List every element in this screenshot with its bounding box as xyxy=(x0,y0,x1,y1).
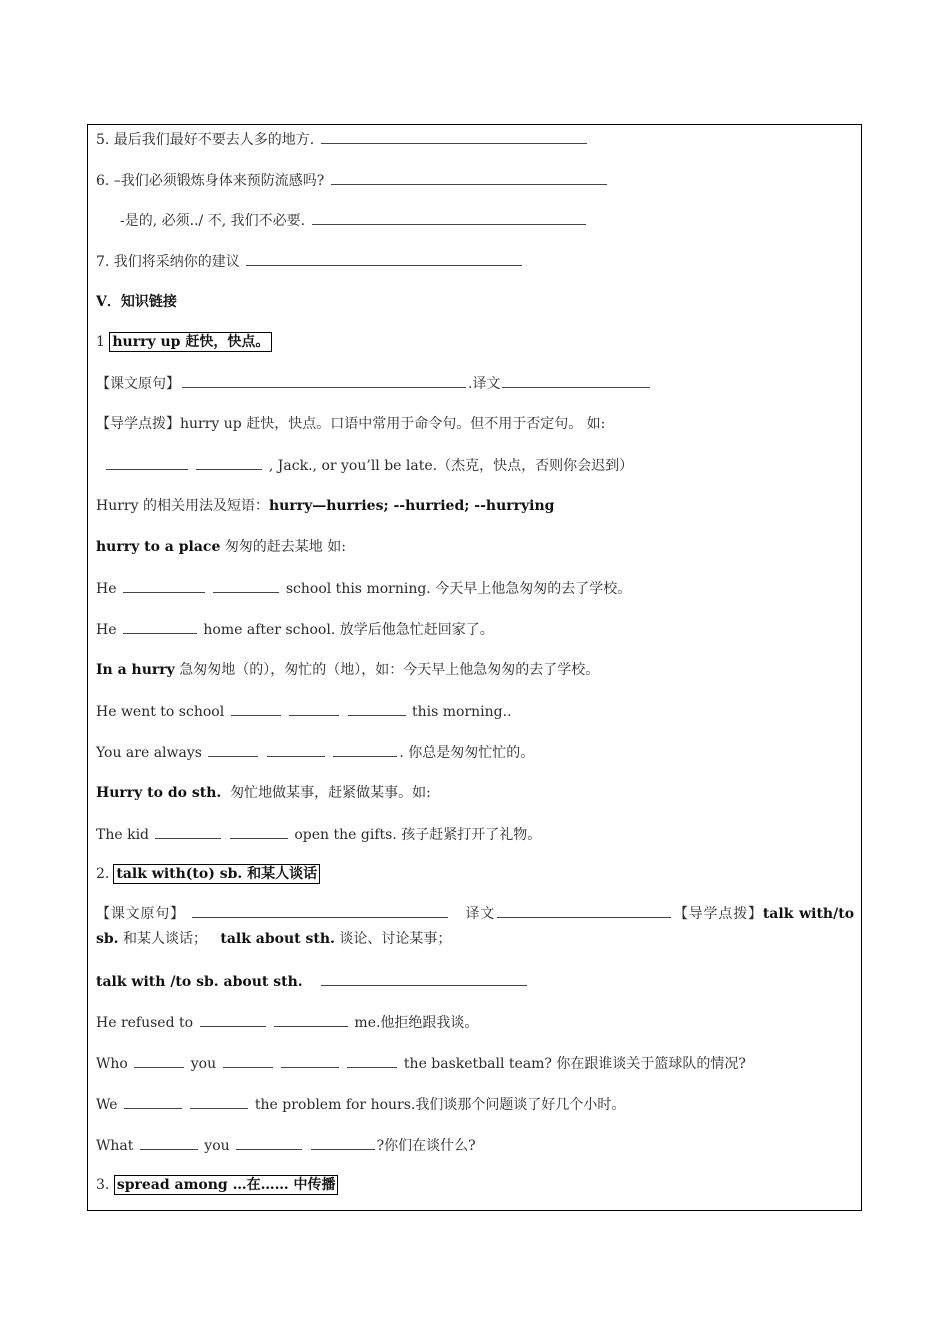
answer-blank[interactable] xyxy=(331,170,607,185)
phrase: talk with/to sb. xyxy=(96,906,855,947)
in-a-hurry xyxy=(96,660,599,680)
example-text: the basketball team? 你在跟谁谈关于篮球队的情况? xyxy=(403,1056,746,1072)
question-6 xyxy=(96,170,609,191)
question-6-reply xyxy=(120,210,588,231)
answer-blank[interactable] xyxy=(231,701,281,716)
question-6-text: 6. –我们必须锻炼身体来预防流感吗? xyxy=(96,173,325,189)
example-text: He xyxy=(96,622,117,638)
answer-blank[interactable] xyxy=(124,1094,182,1109)
example-text: open the gifts. 孩子赶紧打开了礼物。 xyxy=(294,827,542,843)
example-text: me.他拒绝跟我谈。 xyxy=(354,1015,479,1031)
example-text: You are always xyxy=(96,745,202,761)
example-1 xyxy=(104,455,633,476)
item-2-title: talk with(to) sb. 和某人谈话 xyxy=(113,864,320,884)
example-text: home after school. 放学后他急忙赶回家了。 xyxy=(203,622,494,638)
answer-blank[interactable] xyxy=(208,742,258,757)
forms-text: hurry—hurries; --hurried; --hurrying xyxy=(268,498,555,514)
example-text: you xyxy=(190,1056,217,1072)
translation-label: .译文 xyxy=(468,376,501,392)
example-7 xyxy=(96,1012,478,1033)
answer-blank[interactable] xyxy=(502,373,650,388)
answer-blank[interactable] xyxy=(321,971,527,986)
phrase: Hurry to do sth. xyxy=(96,785,222,801)
example-4 xyxy=(96,701,512,722)
example-text: ?你们在谈什么? xyxy=(376,1138,476,1154)
answer-blank[interactable] xyxy=(106,455,188,470)
item-3-heading xyxy=(96,1175,338,1195)
answer-blank[interactable] xyxy=(134,1053,184,1068)
item-1-title: hurry up 赶快，快点。 xyxy=(109,332,272,352)
question-5 xyxy=(96,129,589,150)
example-5 xyxy=(96,742,534,763)
answer-blank[interactable] xyxy=(347,1053,397,1068)
hurry-to-do xyxy=(96,783,431,803)
example-text: What xyxy=(96,1138,134,1154)
example-text: this morning.. xyxy=(412,704,512,720)
answer-blank[interactable] xyxy=(155,824,221,839)
answer-blank[interactable] xyxy=(213,578,279,593)
phrase-meaning: 和某人谈话； xyxy=(123,931,207,947)
phrase: In a hurry xyxy=(96,662,175,678)
example-10 xyxy=(96,1135,476,1156)
example-9 xyxy=(96,1094,625,1115)
item-number: 2. xyxy=(96,866,110,882)
answer-blank[interactable] xyxy=(230,824,288,839)
answer-blank[interactable] xyxy=(236,1135,302,1150)
item-3-title: spread among …在…… 中传播 xyxy=(114,1175,339,1195)
answer-blank[interactable] xyxy=(140,1135,198,1150)
example-text: He went to school xyxy=(96,704,225,720)
example-text: He refused to xyxy=(96,1015,194,1031)
hurry-forms xyxy=(96,496,554,516)
phrase-meaning: 谈论、讨论某事； xyxy=(339,931,452,947)
guide-label: 【导学点拨】 xyxy=(673,906,763,922)
answer-blank[interactable] xyxy=(274,1012,348,1027)
phrase: talk about sth. xyxy=(220,931,335,947)
answer-blank[interactable] xyxy=(267,742,325,757)
item-1-heading xyxy=(96,332,272,352)
example-text: Who xyxy=(96,1056,128,1072)
example-text: We xyxy=(96,1097,118,1113)
answer-blank[interactable] xyxy=(223,1053,273,1068)
phrase-meaning: 匆忙地做某事，赶紧做某事。如: xyxy=(230,785,431,801)
example-text: , Jack., or you’ll be late.（杰克，快点，否则你会迟到） xyxy=(268,458,634,474)
phrase-meaning: 匆匆的赶去某地 如: xyxy=(224,539,346,555)
forms-label: Hurry 的相关用法及短语： xyxy=(96,498,269,514)
answer-blank[interactable] xyxy=(192,903,448,918)
answer-blank[interactable] xyxy=(497,903,671,918)
example-8 xyxy=(96,1053,746,1074)
section-heading: V．知识链接 xyxy=(96,294,177,310)
example-text: . 你总是匆匆忙忙的。 xyxy=(399,745,535,761)
item-1-original-sentence xyxy=(96,373,652,394)
phrase-meaning: 急匆匆地（的），匆忙的（地），如：今天早上他急匆匆的去了学校。 xyxy=(179,662,600,678)
example-2 xyxy=(96,578,631,599)
item-2-original-sentence xyxy=(96,902,854,952)
item-number: 1 xyxy=(96,334,105,350)
item-number: 3. xyxy=(96,1177,110,1193)
guide-label: 【导学点拨】 xyxy=(96,416,180,432)
answer-blank[interactable] xyxy=(200,1012,266,1027)
answer-blank[interactable] xyxy=(321,129,587,144)
translation-label: 译文 xyxy=(465,906,496,922)
example-text: school this morning. 今天早上他急匆匆的去了学校。 xyxy=(285,581,632,597)
answer-blank[interactable] xyxy=(289,701,339,716)
guide-text: hurry up 赶快，快点。口语中常用于命令句。但不用于否定句。 如: xyxy=(180,416,606,432)
answer-blank[interactable] xyxy=(348,701,406,716)
example-text: He xyxy=(96,581,117,597)
item-1-guide xyxy=(96,414,605,434)
question-6-reply-text: -是的, 必须../ 不, 我们不必要. xyxy=(120,213,306,229)
original-sentence-label: 【课文原句】 xyxy=(96,376,180,392)
answer-blank[interactable] xyxy=(190,1094,248,1109)
answer-blank[interactable] xyxy=(333,742,397,757)
answer-blank[interactable] xyxy=(311,1135,375,1150)
example-text: the problem for hours.我们谈那个问题谈了好几个小时。 xyxy=(254,1097,626,1113)
answer-blank[interactable] xyxy=(246,251,522,266)
example-6 xyxy=(96,824,541,845)
answer-blank[interactable] xyxy=(281,1053,339,1068)
example-3 xyxy=(96,619,494,640)
example-text: The kid xyxy=(96,827,150,843)
question-5-text: 5. 最后我们最好不要去人多的地方. xyxy=(96,132,315,148)
phrase: hurry to a place xyxy=(96,539,221,555)
example-text: you xyxy=(204,1138,230,1154)
answer-blank[interactable] xyxy=(196,455,262,470)
question-7-text: 7. 我们将采纳你的建议 xyxy=(96,254,240,270)
item-2-heading xyxy=(96,864,320,884)
original-sentence-label: 【课文原句】 xyxy=(96,906,185,922)
answer-blank[interactable] xyxy=(182,373,466,388)
phrase: talk with /to sb. about sth. xyxy=(96,974,303,990)
question-7 xyxy=(96,251,524,272)
answer-blank[interactable] xyxy=(123,578,205,593)
hurry-to-place xyxy=(96,537,346,557)
talk-with-about xyxy=(96,971,529,992)
answer-blank[interactable] xyxy=(312,210,586,225)
answer-blank[interactable] xyxy=(123,619,197,634)
